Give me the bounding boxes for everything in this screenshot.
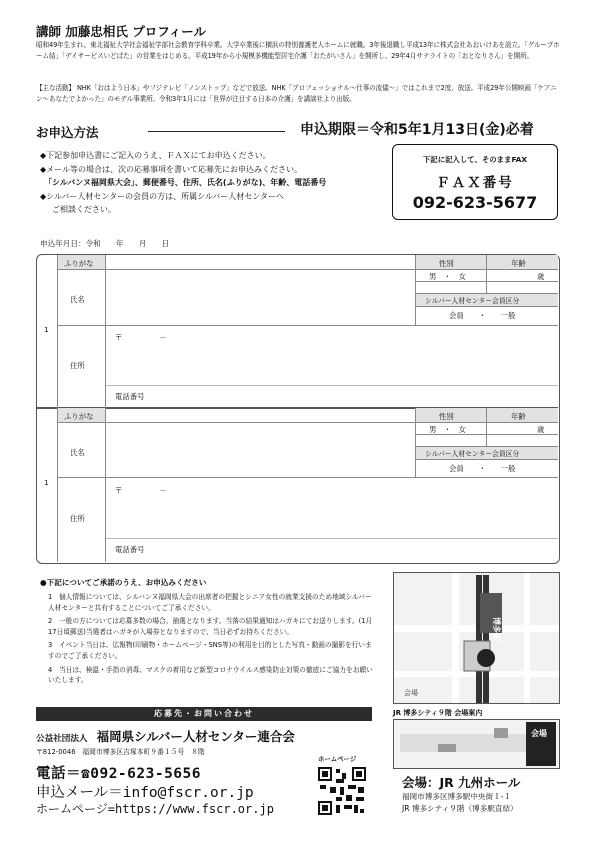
age-header: 年齢	[511, 259, 526, 268]
application-date: 申込年月日：令和 年 月 日	[40, 239, 170, 248]
instruction-line: ◆下記参加申込書にご記入のうえ、ＦＡＸにてお申込ください。	[40, 151, 271, 160]
address-field[interactable]	[109, 345, 555, 381]
instruction-line: ◆メール等の場合は、次の応募事項を書いて応募先にお申込みください。	[40, 164, 302, 174]
notes-heading: ●下記についてご承諾のうえ、お申込みください	[40, 578, 207, 587]
organization	[36, 727, 295, 745]
name-label: 氏名	[70, 295, 85, 304]
postal-code[interactable]: 〒 －	[115, 333, 167, 342]
address-field[interactable]	[109, 498, 555, 534]
website-link[interactable]: ホームページ=https://www.fscr.or.jp	[36, 802, 274, 816]
venue-address-line: 福岡市博多区博多駅中央街１-１	[402, 792, 512, 801]
gender-options[interactable]: 男 ・ 女	[429, 425, 466, 434]
instruction-line: 「シルバンヌ福岡県大会」、郵便番号、住所、氏名(ふりがな)、年齢、電話番号	[44, 178, 327, 187]
floor-map	[393, 719, 560, 769]
phone-label[interactable]: 電話番号	[115, 545, 145, 554]
venue-address	[402, 791, 518, 814]
contact-bar: 応募先・お問い合わせ	[36, 707, 372, 721]
note-item: 4 当日は、検温・手指の消毒、マスクの着用など新型コロナウイルス感染防止対策の徹底にご協力をお願いいたします。	[48, 665, 373, 685]
profile-bio: 昭和49年生まれ。東北福祉大学社会福祉学部社会教育学科卒業。大学卒業後に横浜の特別養護老人ホームに就職。3年後退職し平成13年に株式会社あおいけあを設立。「グループホーム結」「デイサービスいどばた」の営業をはじめる。平成19年から小規模多機能型居宅介護「おたがいさん」を開所し、29年4月サテライトの「おとなりさん」を開所。	[36, 41, 560, 60]
floor-map-label: 会場	[531, 729, 547, 738]
age-unit[interactable]: 歳	[537, 425, 545, 434]
notes-list	[48, 592, 374, 686]
station-label: 博多駅	[492, 617, 501, 641]
venue-address-line: JR 博多シティ９階（博多駅直結）	[402, 803, 518, 813]
furigana-field[interactable]	[109, 410, 413, 422]
phone-number[interactable]: 電話＝☎092-623-5656	[36, 766, 201, 782]
email-link[interactable]: 申込メール＝info@fscr.or.jp	[36, 785, 254, 801]
profile-title: 講師 加藤忠相氏 プロフィール	[36, 24, 206, 39]
row-number: 1	[44, 325, 49, 334]
map-label: 会場	[404, 689, 418, 697]
fax-note: 下記に記入して、そのままFAX	[422, 155, 528, 164]
age-header: 年齢	[511, 412, 526, 421]
phone-label[interactable]: 電話番号	[115, 392, 145, 401]
member-options[interactable]: 会員 ・ 一般	[449, 311, 516, 320]
name-field[interactable]	[109, 273, 413, 323]
area-map	[393, 572, 560, 704]
row-number: 1	[44, 478, 49, 487]
deadline: 申込期限＝令和5年1月13日(金)必着	[300, 122, 534, 138]
org-prefix: 公益社団法人	[36, 734, 88, 744]
member-header: シルバー人材センター会員区分	[425, 450, 520, 458]
address-label: 住所	[70, 361, 85, 370]
age-unit[interactable]: 歳	[537, 272, 545, 281]
floor-map-heading: JR 博多シティ９階 会場案内	[393, 709, 483, 717]
fax-label: ＦＡＸ番号	[436, 175, 514, 191]
note-item: 1 個人情報については、シルバンヌ福岡県大会の出席者の把握とシニア女性の就業支援のため地域シルバー人材センターと共有することについてご了承ください。	[48, 593, 372, 612]
profile-activities: 【主な活動】 NHK「おはよう日本」やフジテレビ「ノンストップ」などで放送。NHK「プロフェッショナル～仕事の流儀～」ではこれまで2度、放送。平成29年公開映画「ケアニン～あなたでよかった」のモデル事業所。令和3年1月には「世界が注目する日本の介護」を講談社より出版。	[36, 84, 557, 103]
apply-heading: お申込方法	[36, 125, 99, 140]
furigana-label: ふりがな	[64, 412, 94, 421]
org-name: 福岡県シルバー人材センター連合会	[96, 729, 295, 744]
member-options[interactable]: 会員 ・ 一般	[449, 464, 516, 473]
gender-header: 性別	[439, 412, 454, 421]
note-item: 3 イベント当日は、広報物(印刷物・ホームページ・SNS等)の利用を目的とした写真・動画の撮影を行いますのでご了承ください。	[48, 641, 372, 660]
member-header: シルバー人材センター会員区分	[425, 297, 520, 305]
instruction-line: ◆シルバー人材センターの会員の方は、所属シルバー人材センターへ	[40, 191, 284, 201]
fax-number: 092-623-5677	[412, 193, 538, 212]
note-item: 2 一般の方については応募多数の場合、抽選となります。当落の結果通知はハガキにてお送りします。(1月17日頃郵送)当選者はハガキが入場券となりますので、当日必ずお持ちください。	[48, 617, 373, 636]
address-label: 住所	[70, 514, 85, 523]
qr-code-icon[interactable]	[316, 765, 368, 817]
apply-instructions	[40, 149, 326, 217]
furigana-label: ふりがな	[64, 259, 94, 268]
gender-header: 性別	[439, 259, 454, 268]
heading-rule	[148, 131, 285, 132]
name-field[interactable]	[109, 426, 413, 476]
application-form	[36, 254, 560, 564]
fax-box	[392, 144, 558, 220]
gender-options[interactable]: 男 ・ 女	[429, 272, 466, 281]
instruction-line: ご相談ください。	[52, 205, 116, 214]
furigana-field[interactable]	[109, 257, 413, 269]
venue-name: 会場：JR 九州ホール	[402, 775, 521, 790]
postal-code[interactable]: 〒 －	[115, 486, 167, 495]
name-label: 氏名	[70, 448, 85, 457]
qr-label: ホームページ	[318, 755, 357, 763]
org-address: 〒812-0046 福岡市博多区吉塚本町９番１５号 ８階	[36, 748, 205, 756]
